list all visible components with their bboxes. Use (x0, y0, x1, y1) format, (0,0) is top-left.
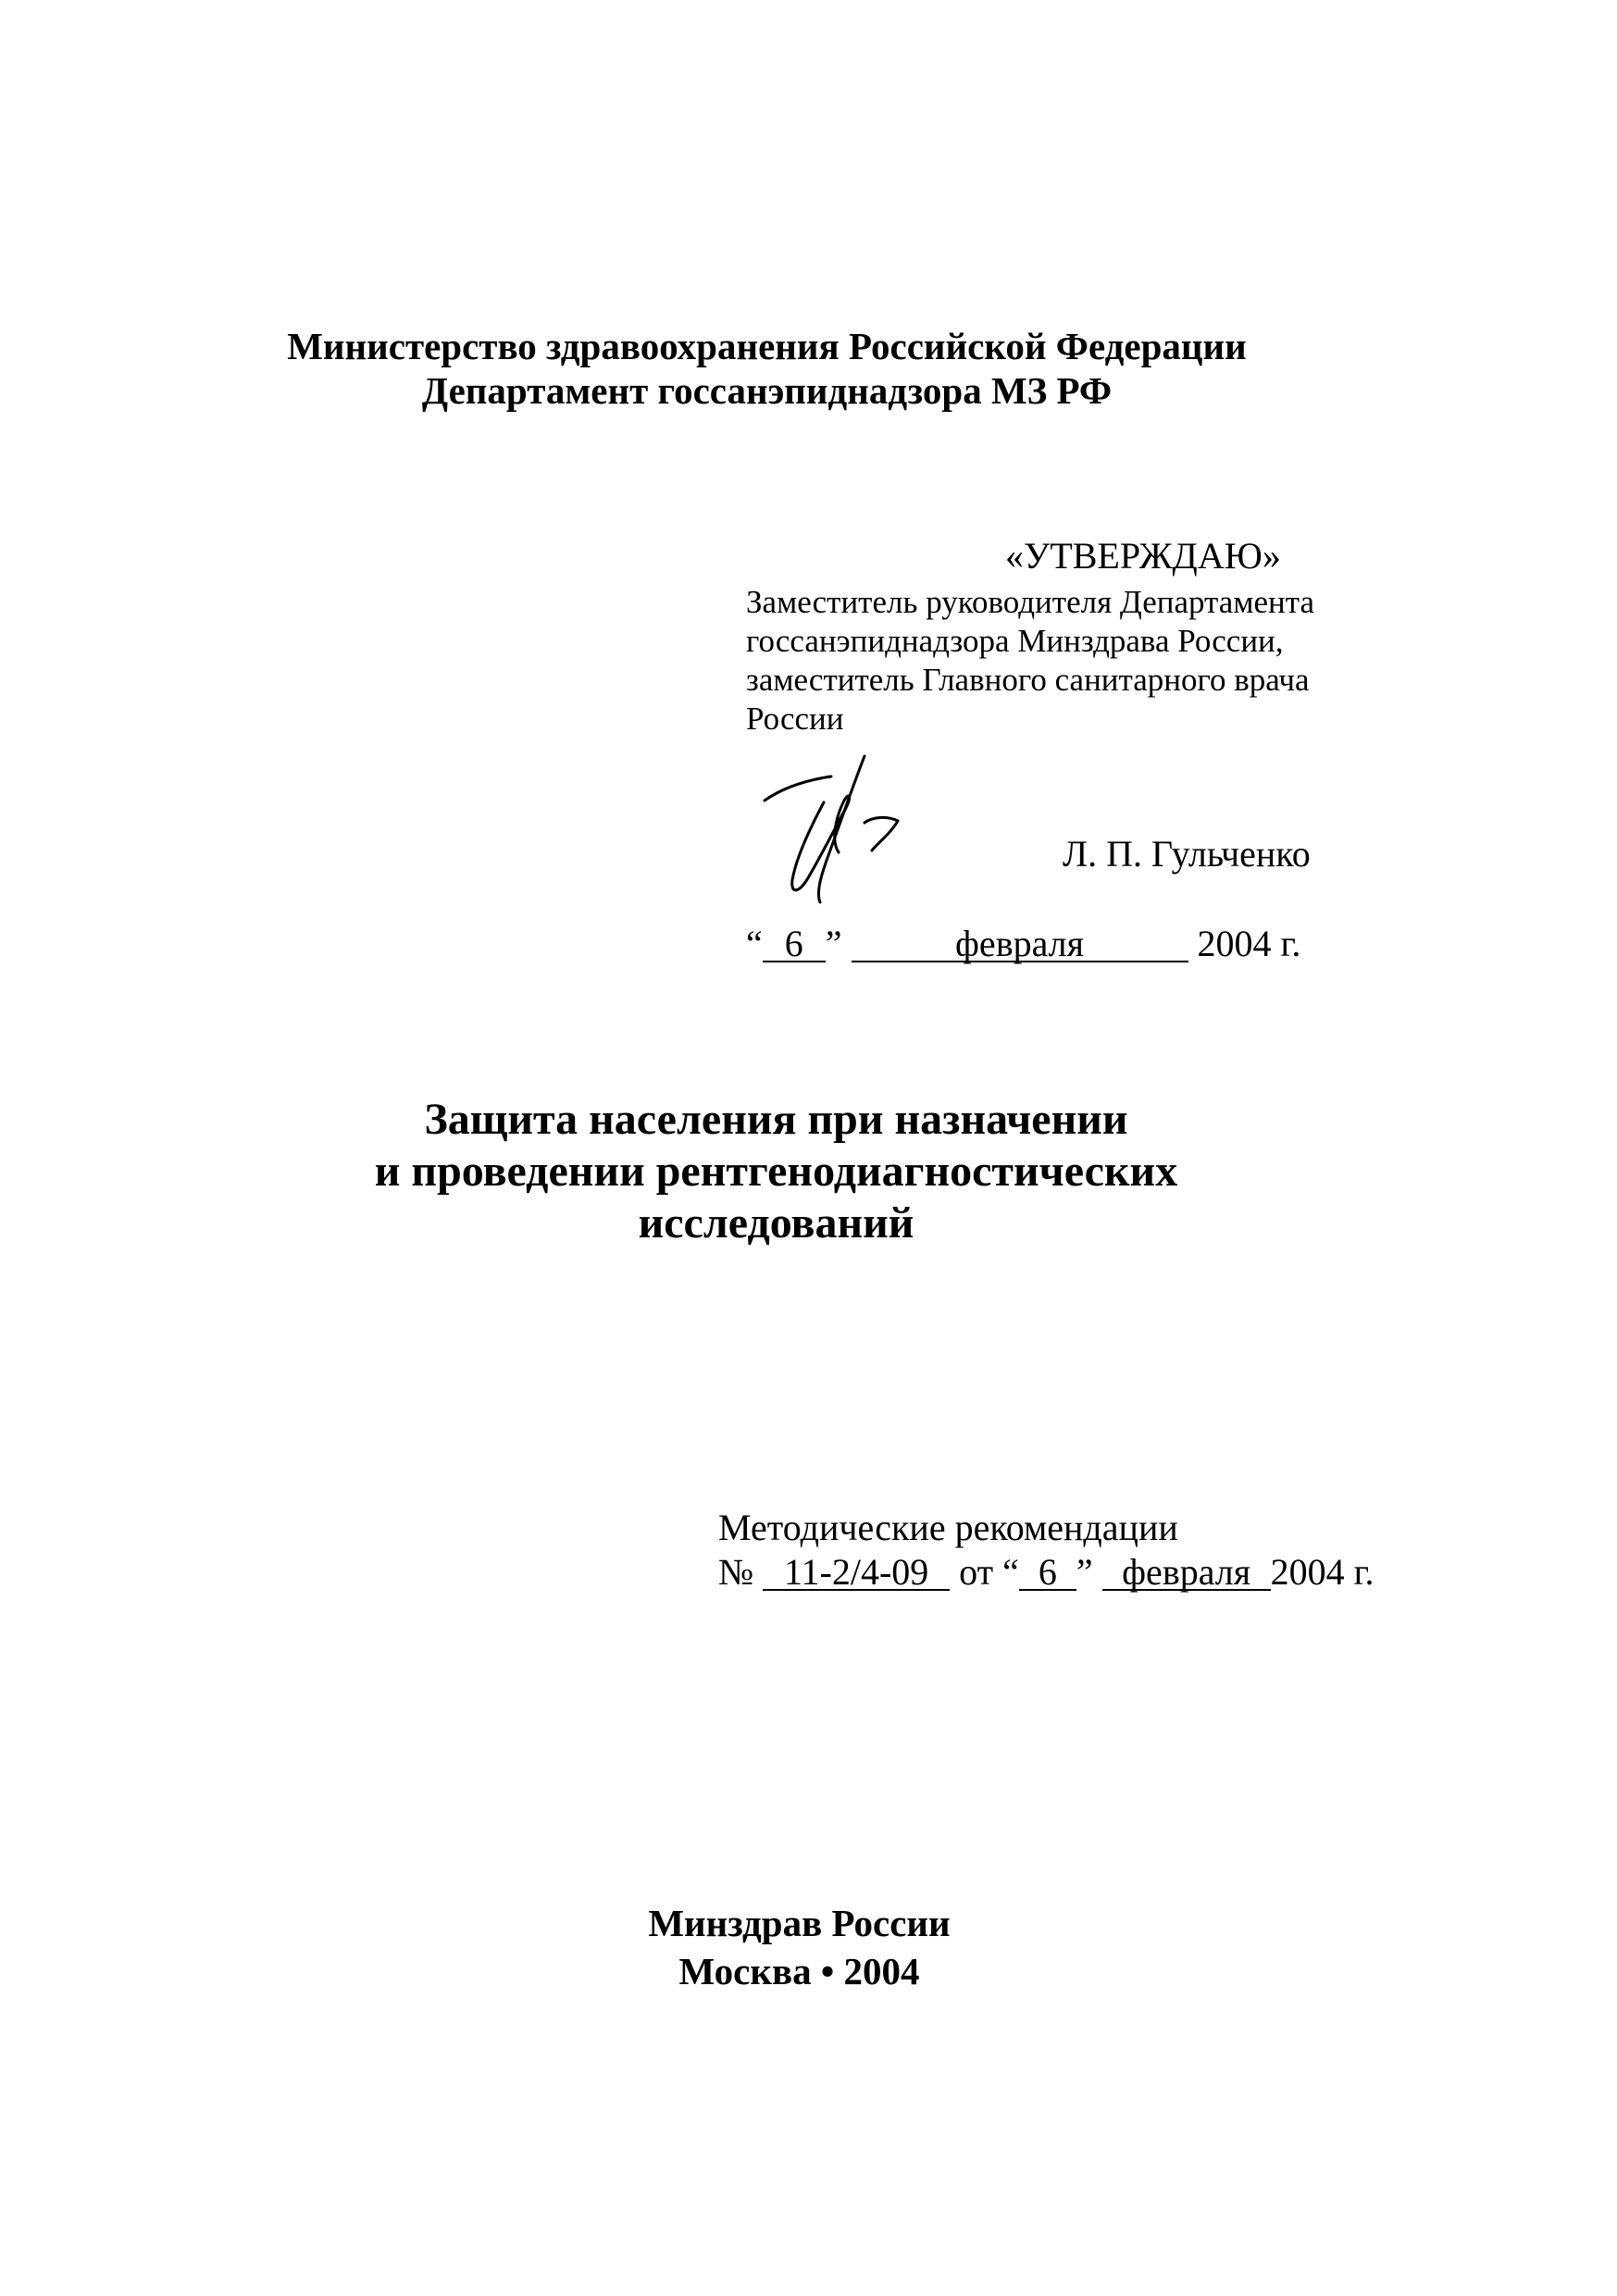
date-month: февраля (1102, 1556, 1271, 1591)
document-title-line: исследований (638, 1198, 914, 1247)
date-open-quote: “ (746, 923, 763, 964)
approval-heading: «УТВЕРЖДАЮ» (1005, 535, 1281, 577)
date-day: 6 (1019, 1556, 1076, 1591)
approver-title-line: России (746, 701, 844, 737)
ministry-name: Министерство здравоохранения Российской Федерации (287, 325, 1247, 367)
approval-date (746, 923, 1300, 965)
date-year: 2004 г. (1270, 1551, 1374, 1593)
date-close-quote: ” (825, 923, 842, 964)
document-title-line: и проведении рентгенодиагностических (374, 1147, 1178, 1196)
date-open-quote: “ (1002, 1551, 1019, 1593)
date-year: 2004 г. (1197, 923, 1301, 964)
number-sign: № (718, 1551, 754, 1593)
handwritten-signature-icon (755, 754, 927, 916)
approver-title-line: Заместитель руководителя Департамента (746, 584, 1314, 620)
signer-name: Л. П. Гульченко (1063, 833, 1311, 875)
approver-title-line: заместитель Главного санитарного врача (746, 662, 1310, 698)
department-name: Департамент госсанэпиднадзора МЗ РФ (421, 369, 1113, 412)
publisher-name: Минздрав России (648, 1902, 951, 1944)
date-month: февраля (852, 927, 1188, 962)
document-title-line: Защита населения при назначении (424, 1095, 1128, 1144)
date-day: 6 (763, 927, 826, 962)
from-label: от (959, 1551, 994, 1593)
publisher-city-year: Москва • 2004 (678, 1950, 920, 1992)
document-number-row (718, 1551, 1374, 1594)
document-type: Методические рекомендации (718, 1507, 1178, 1548)
date-close-quote: ” (1076, 1551, 1093, 1593)
document-number: 11-2/4-09 (763, 1556, 950, 1591)
approver-title-line: госсанэпиднадзора Минздрава России, (746, 623, 1284, 659)
